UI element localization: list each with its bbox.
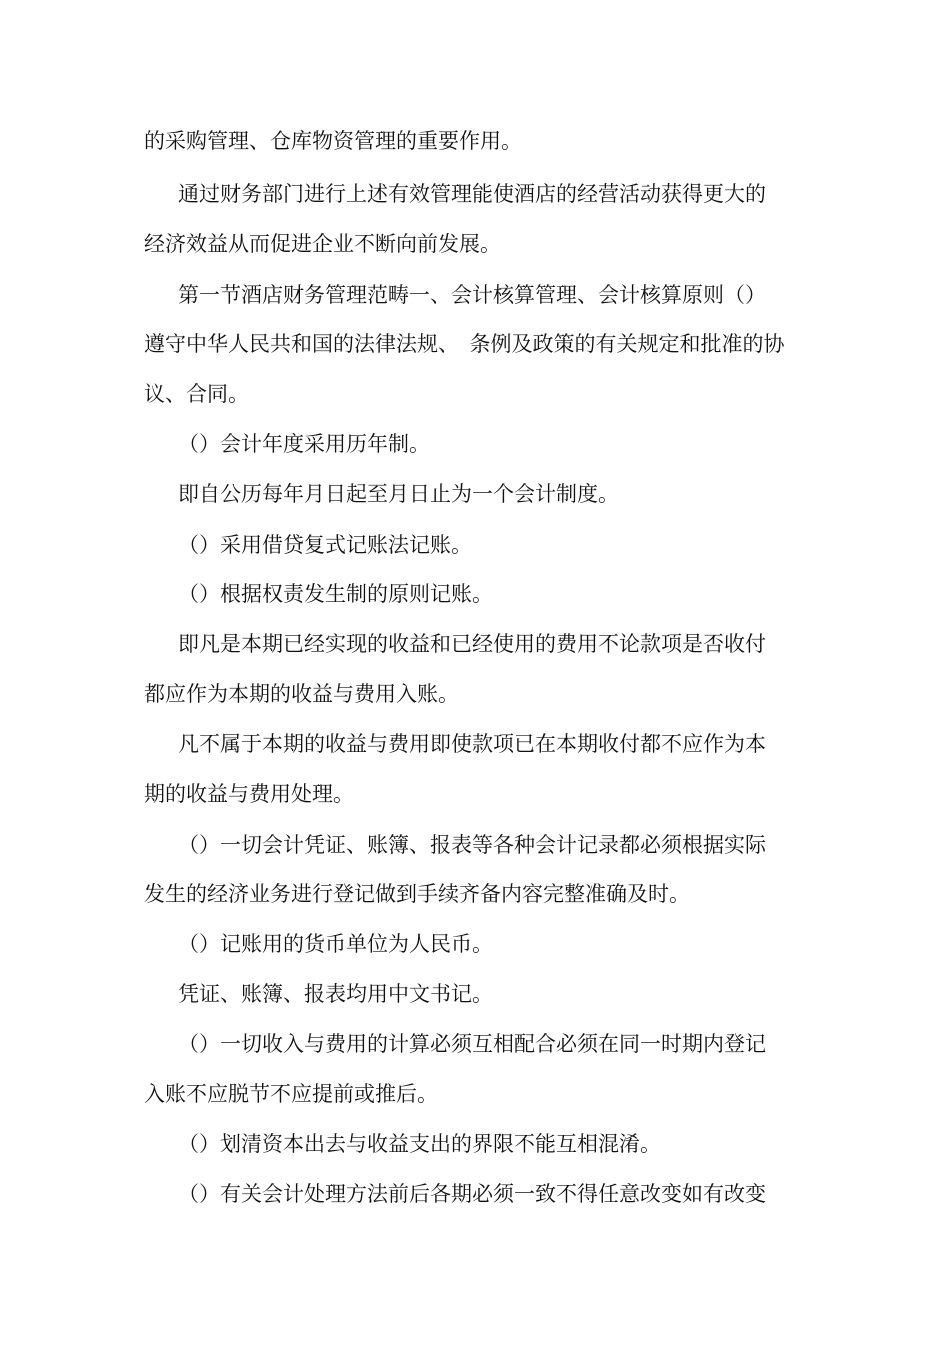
text-line: 即自公历每年月日起至月日止为一个会计制度。 xyxy=(178,482,619,506)
text-line: （）会计年度采用历年制。 xyxy=(178,432,430,456)
text-line: 期的收益与费用处理。 xyxy=(144,782,354,806)
text-line: 发生的经济业务进行登记做到手续齐备内容完整准确及时。 xyxy=(144,882,690,906)
text-line: 入账不应脱节不应提前或推后。 xyxy=(144,1082,438,1106)
text-line: 都应作为本期的收益与费用入账。 xyxy=(144,682,459,706)
text-line: 凡不属于本期的收益与费用即使款项已在本期收付都不应作为本 xyxy=(178,732,766,756)
text-line: （）一切收入与费用的计算必须互相配合必须在同一时期内登记 xyxy=(178,1032,766,1056)
text-line: （）划清资本出去与收益支出的界限不能互相混淆。 xyxy=(178,1132,661,1156)
text-line: （）根据权责发生制的原则记账。 xyxy=(178,582,493,606)
text-line: （）一切会计凭证、账簿、报表等各种会计记录都必须根据实际 xyxy=(178,833,766,857)
text-line: 凭证、账簿、报表均用中文书记。 xyxy=(178,982,493,1006)
text-line: 即凡是本期已经实现的收益和已经使用的费用不论款项是否收付 xyxy=(178,632,766,656)
text-line: （）有关会计处理方法前后各期必须一致不得任意改变如有改变 xyxy=(178,1182,766,1206)
text-line: 遵守中华人民共和国的法律法规、 条例及政策的有关规定和批准的协 xyxy=(144,332,785,356)
text-line: （）采用借贷复式记账法记账。 xyxy=(178,533,472,557)
text-line: 第一节酒店财务管理范畴一、会计核算管理、会计核算原则（） xyxy=(178,283,766,307)
text-line: 的采购管理、仓库物资管理的重要作用。 xyxy=(144,129,522,153)
text-line: （）记账用的货币单位为人民币。 xyxy=(178,932,493,956)
text-line: 通过财务部门进行上述有效管理能使酒店的经营活动获得更大的 xyxy=(178,182,766,206)
text-line: 议、合同。 xyxy=(144,382,249,406)
text-line: 经济效益从而促进企业不断向前发展。 xyxy=(144,232,501,256)
